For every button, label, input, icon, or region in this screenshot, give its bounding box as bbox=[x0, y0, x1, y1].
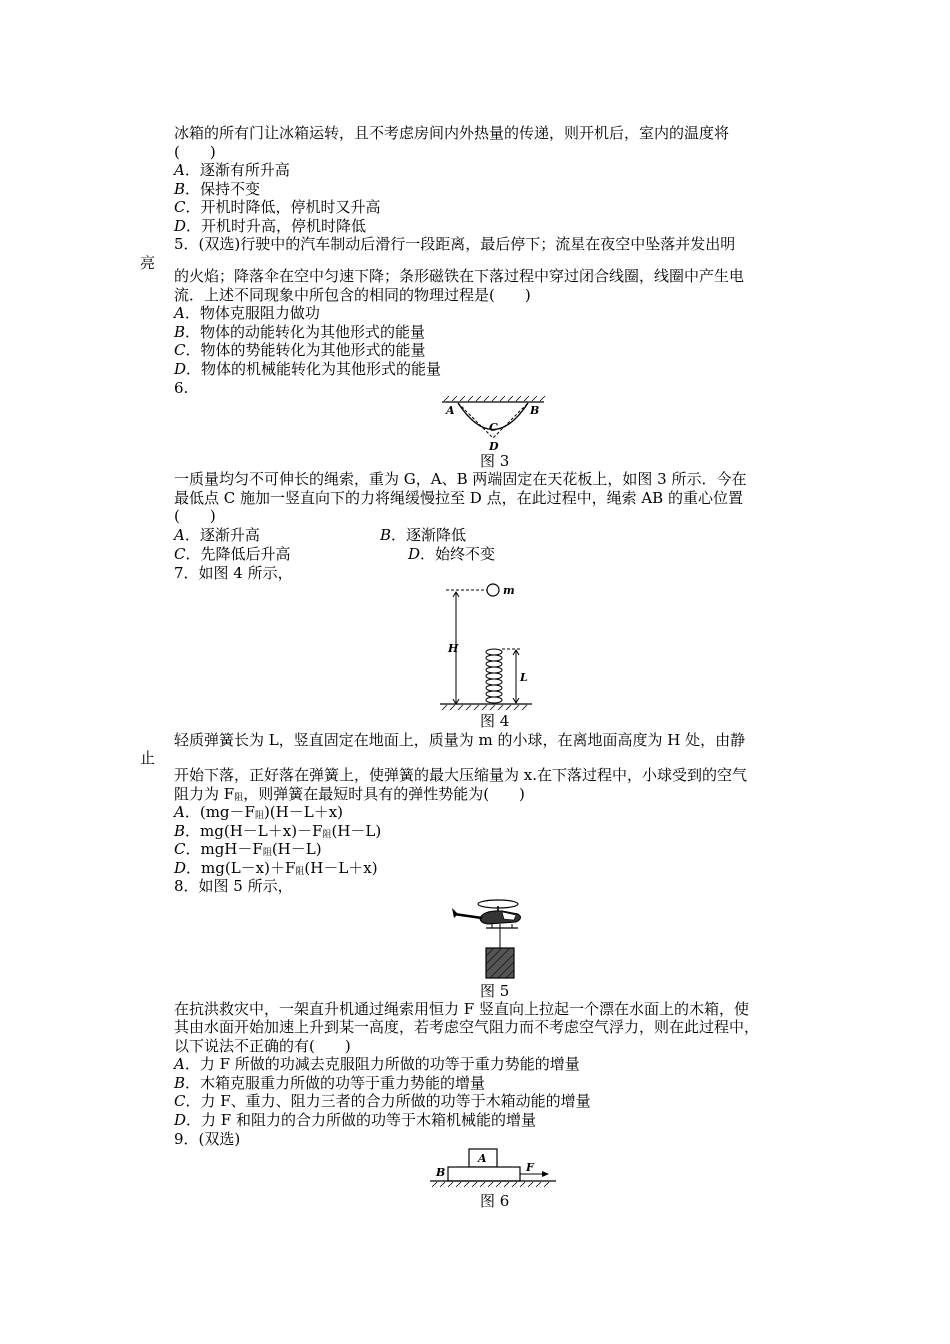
q8-option-a: A．力 F 所做的功减去克服阻力所做的功等于重力势能的增量 bbox=[174, 1055, 580, 1073]
figure-6-label-b: B bbox=[436, 1166, 446, 1179]
q8-line-1: 在抗洪救灾中，一架直升机通过绳索用恒力 F 竖直向上拉起一个漂在水面上的木箱，使 bbox=[174, 1000, 749, 1018]
figure-3-caption: 图 3 bbox=[480, 452, 510, 470]
figure-4-label-m: m bbox=[503, 584, 515, 597]
figure-6-caption: 图 6 bbox=[480, 1192, 510, 1210]
q5-option-c: C．物体的势能转化为其他形式的能量 bbox=[174, 341, 426, 359]
figure-6-label-f: F bbox=[526, 1161, 534, 1174]
q5-line-2: 的火焰；降落伞在空中匀速下降；条形磁铁在下落过程中穿过闭合线圈，线圈中产生电 bbox=[174, 267, 745, 285]
figure-4-caption: 图 4 bbox=[480, 712, 510, 730]
q4-option-a: A．逐渐有所升高 bbox=[174, 161, 290, 179]
q8-line-2: 其由水面开始加速上升到某一高度，若考虑空气阻力而不考虑空气浮力，则在此过程中， bbox=[174, 1018, 760, 1036]
q5-line-3: 流．上述不同现象中所包含的相同的物理过程是( ) bbox=[174, 286, 531, 304]
q7-option-c: C．mgH－F阻(H－L) bbox=[174, 840, 322, 858]
q4-option-b: B．保持不变 bbox=[174, 180, 261, 198]
q5-option-b: B．物体的动能转化为其他形式的能量 bbox=[174, 323, 426, 341]
q6-line-1: 一质量均匀不可伸长的绳索，重为 G，A、B 两端固定在天花板上，如图 3 所示．今在 bbox=[174, 470, 747, 488]
figure-6-blocks bbox=[428, 1146, 558, 1190]
q8-option-c: C．力 F、重力、阻力三者的合力所做的功等于木箱动能的增量 bbox=[174, 1092, 591, 1110]
figure-4-label-l: L bbox=[520, 671, 528, 684]
q6-line-2: 最低点 C 施加一竖直向下的力将绳缓慢拉至 D 点，在此过程中，绳索 AB 的重心位置 bbox=[174, 489, 743, 507]
q7-line-2: 开始下落，正好落在弹簧上，使弹簧的最大压缩量为 x.在下落过程中，小球受到的空气 bbox=[174, 766, 747, 784]
q6-option-b: B．逐渐降低 bbox=[380, 526, 467, 544]
q4-option-d: D．开机时升高，停机时降低 bbox=[174, 217, 367, 235]
q4-stem: 冰箱的所有门让冰箱运转，且不考虑房间内外热量的传递，则开机后，室内的温度将 bbox=[174, 124, 730, 142]
q8-line-3: 以下说法不正确的有( ) bbox=[174, 1037, 351, 1055]
q8-option-b: B．木箱克服重力所做的功等于重力势能的增量 bbox=[174, 1074, 486, 1092]
q7-intro: 7．如图 4 所示， bbox=[174, 564, 293, 582]
figure-5-caption: 图 5 bbox=[480, 982, 510, 1000]
figure-3-rope bbox=[440, 396, 550, 454]
figure-6-label-a: A bbox=[478, 1152, 487, 1165]
figure-5-helicopter bbox=[450, 898, 530, 982]
q7-line-1: 轻质弹簧长为 L，竖直固定在地面上，质量为 m 的小球，在离地面高度为 H 处，由静 bbox=[174, 731, 746, 749]
q7-option-b: B．mg(H－L＋x)－F阻(H－L) bbox=[174, 822, 382, 840]
q7-line-3: 阻力为 F阻，则弹簧在最短时具有的弹性势能为( ) bbox=[174, 785, 525, 803]
q7-option-d: D．mg(L－x)＋F阻(H－L＋x) bbox=[174, 859, 378, 877]
figure-4-label-h: H bbox=[448, 642, 459, 655]
q8-intro: 8．如图 5 所示， bbox=[174, 877, 293, 895]
figure-3-label-b: B bbox=[530, 404, 540, 417]
figure-3-label-a: A bbox=[446, 404, 455, 417]
q7-option-a: A．(mg－F阻)(H－L＋x) bbox=[174, 803, 344, 821]
q6-answer-paren: ( ) bbox=[174, 507, 216, 525]
q8-option-d: D．力 F 和阻力的合力所做的功等于木箱机械能的增量 bbox=[174, 1111, 536, 1129]
figure-4-spring bbox=[436, 580, 536, 712]
q5-option-a: A．物体克服阻力做功 bbox=[174, 304, 320, 322]
q5-line-1: 5．(双选)行驶中的汽车制动后滑行一段距离，最后停下；流星在夜空中坠落并发出明 bbox=[174, 235, 736, 253]
q5-margin-char: 亮 bbox=[140, 254, 156, 272]
q6-option-d: D．始终不变 bbox=[408, 545, 496, 563]
q6-number: 6. bbox=[174, 379, 189, 397]
figure-3-label-c: C bbox=[489, 421, 498, 434]
q6-option-a: A．逐渐升高 bbox=[174, 526, 260, 544]
q7-margin-char: 止 bbox=[140, 749, 156, 767]
q9-intro: 9．(双选) bbox=[174, 1130, 241, 1148]
q4-answer-paren: ( ) bbox=[174, 143, 216, 161]
q4-option-c: C．开机时降低，停机时又升高 bbox=[174, 198, 381, 216]
q6-option-c: C．先降低后升高 bbox=[174, 545, 291, 563]
figure-3-label-d: D bbox=[489, 440, 499, 453]
q5-option-d: D．物体的机械能转化为其他形式的能量 bbox=[174, 360, 442, 378]
